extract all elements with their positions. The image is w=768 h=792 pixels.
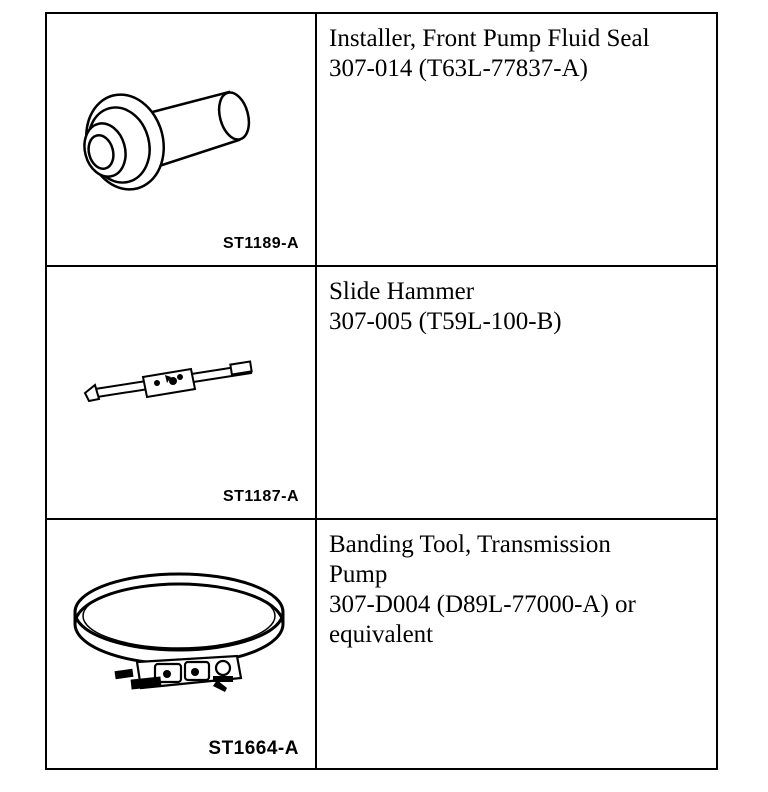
illustration-cell [47, 520, 317, 768]
figure-id: ST1187-A [222, 488, 299, 505]
tool-description [317, 267, 716, 518]
tool-description [317, 14, 716, 265]
tool-number: 307-014 (T63L-77837-A) [329, 55, 588, 82]
figure-id: ST1664-A [208, 738, 299, 759]
table-row [47, 14, 716, 267]
table-row [47, 267, 716, 520]
seal-installer-icon [79, 76, 279, 206]
slide-hammer-icon [81, 355, 261, 407]
special-tools-table [45, 12, 718, 770]
banding-tool-icon [67, 566, 299, 716]
tool-name: Banding Tool, Transmission [329, 531, 611, 558]
tool-name: Slide Hammer [329, 278, 475, 305]
illustration-cell [47, 14, 317, 265]
tool-description [317, 520, 716, 768]
table-row [47, 520, 716, 768]
tool-number-continued: equivalent [329, 621, 434, 648]
illustration-cell [47, 267, 317, 518]
tool-number: 307-005 (T59L-100-B) [329, 308, 562, 335]
figure-id: ST1189-A [222, 235, 299, 252]
tool-name: Installer, Front Pump Fluid Seal [329, 25, 650, 52]
tool-number: 307-D004 (D89L-77000-A) or [329, 591, 636, 618]
tool-name-continued: Pump [329, 561, 388, 588]
